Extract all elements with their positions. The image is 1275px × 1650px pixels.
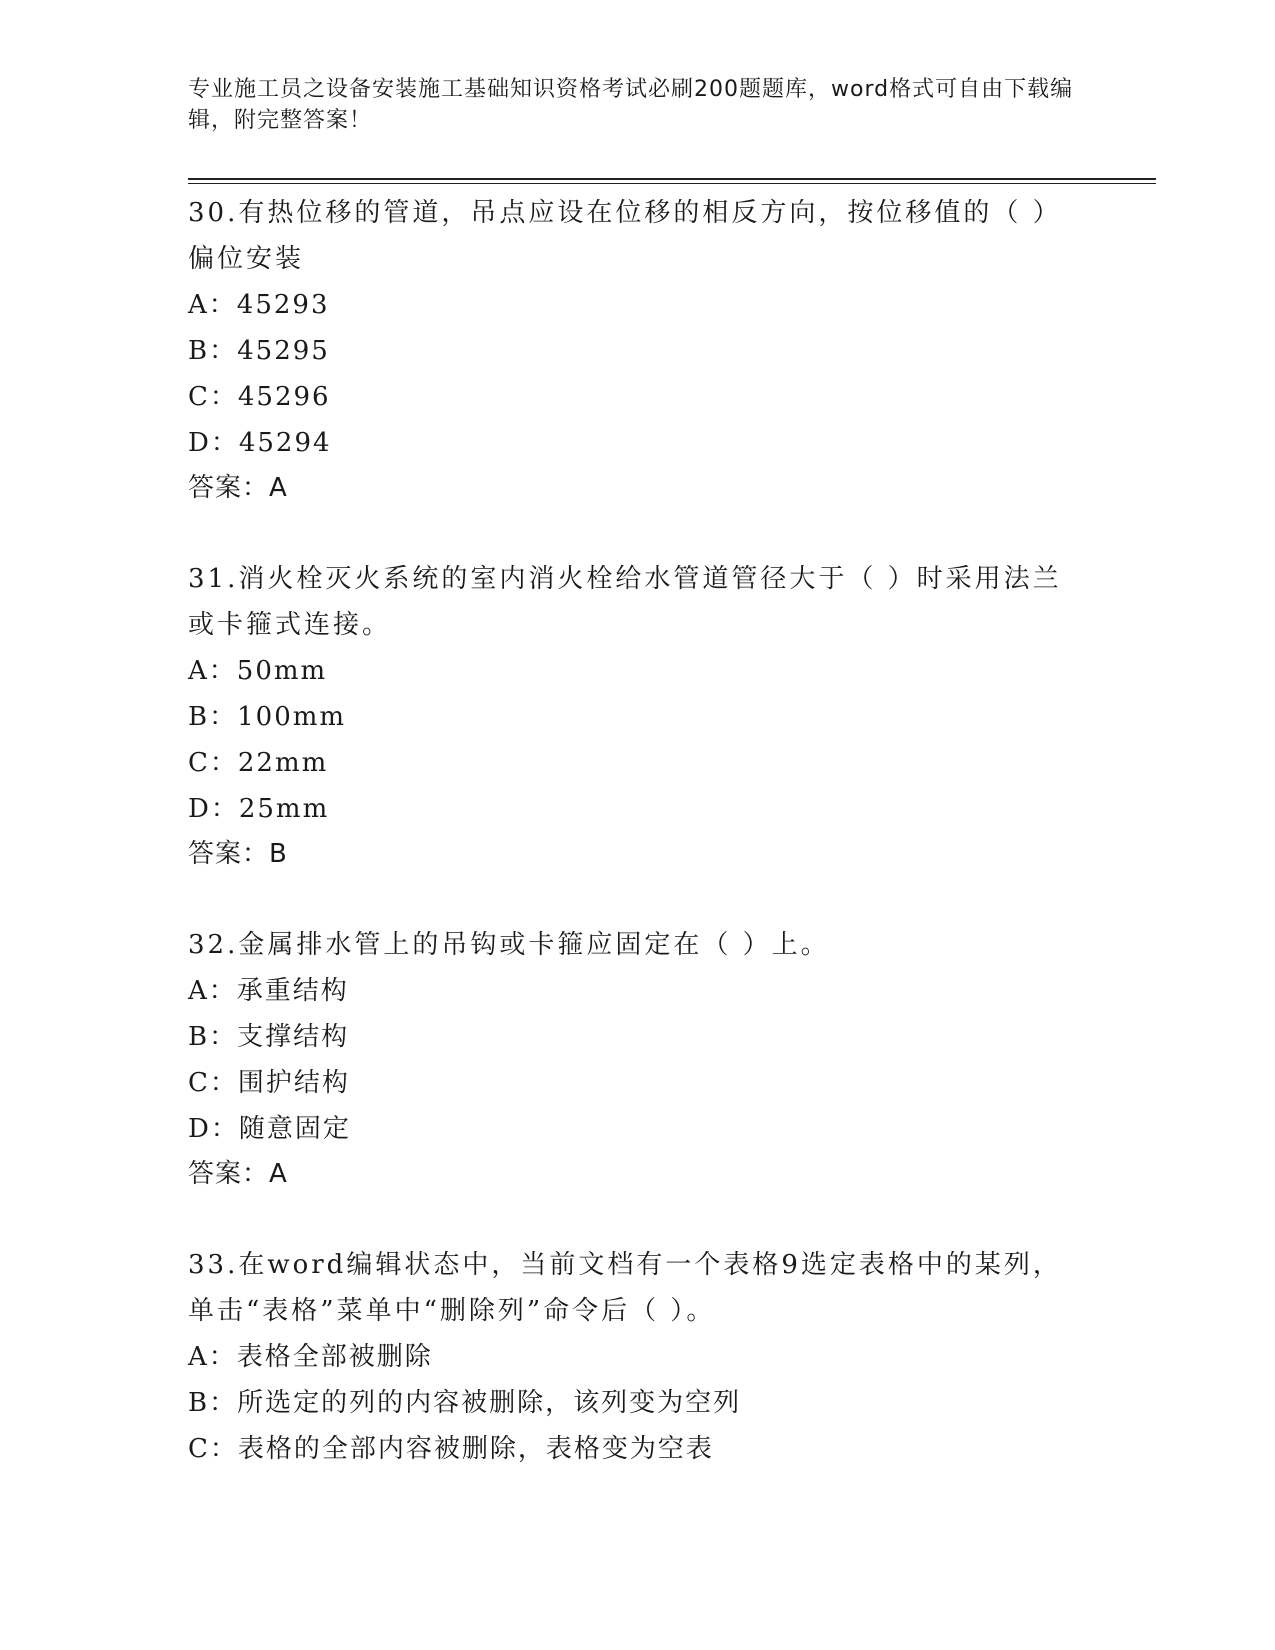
- option-b: B：45295: [188, 336, 330, 366]
- option-a: A：承重结构: [188, 976, 349, 1006]
- question-stem: 33.在word编辑状态中，当前文档有一个表格9选定表格中的某列，单击“表格”菜单中“删除列”命令后（ ）。: [188, 1250, 1062, 1326]
- question-stem: 30.有热位移的管道，吊点应设在位移的相反方向，按位移值的（ ）偏位安装: [188, 198, 1062, 274]
- option-b: B：100mm: [188, 702, 347, 732]
- answer: 答案：A: [188, 1159, 288, 1189]
- header-divider-thick: [188, 178, 1156, 180]
- option-a: A：表格全部被删除: [188, 1342, 433, 1372]
- header-divider-thin: [188, 183, 1156, 184]
- question-stem: 31.消火栓灭火系统的室内消火栓给水管道管径大于（ ）时采用法兰或卡箍式连接。: [188, 564, 1062, 640]
- option-d: D：25mm: [188, 794, 330, 824]
- option-c: C：表格的全部内容被删除，表格变为空表: [188, 1434, 714, 1464]
- option-a: A：50mm: [188, 656, 328, 686]
- question-32: [188, 922, 1088, 1196]
- answer: 答案：B: [188, 839, 288, 869]
- option-a: A：45293: [188, 290, 330, 320]
- option-c: C：45296: [188, 382, 331, 412]
- option-d: D：随意固定: [188, 1114, 351, 1144]
- option-c: C：围护结构: [188, 1068, 350, 1098]
- question-list: [188, 190, 1088, 1518]
- answer: 答案：A: [188, 473, 288, 503]
- question-30: [188, 190, 1088, 510]
- question-31: [188, 556, 1088, 876]
- option-b: B：所选定的列的内容被删除，该列变为空列: [188, 1388, 742, 1418]
- option-d: D：45294: [188, 428, 332, 458]
- document-header: 专业施工员之设备安装施工基础知识资格考试必刷200题题库，word格式可自由下载编辑，附完整答案！: [188, 77, 1074, 133]
- option-b: B：支撑结构: [188, 1022, 350, 1052]
- option-c: C：22mm: [188, 748, 329, 778]
- question-stem: 32.金属排水管上的吊钩或卡箍应固定在（ ）上。: [188, 930, 830, 960]
- question-33: [188, 1242, 1088, 1472]
